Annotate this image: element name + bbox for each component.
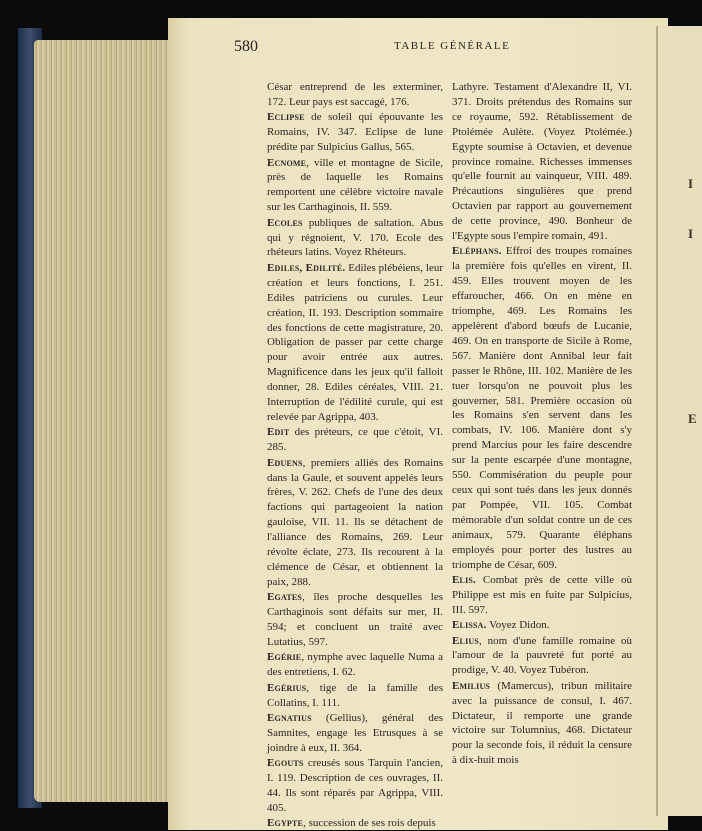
index-entry — [267, 650, 443, 680]
index-entry-text: publiques de saltation. Abus qui y régnoient, V. 170. Ecole des rhéteurs latins. Voyez Rhéteurs. — [267, 216, 443, 259]
index-entry-text: , îles proche desquelles les Carthaginois sont défaits sur mer, II. 594; et concluent un traité avec Lutatius, 597. — [267, 591, 443, 649]
index-entry-text: Effroi des troupes romaines la première fois qu'elles en virent, II. 459. Elles trouvent moyen de les effaroucher, 466. On en mène en triomphe, 469. Les Romains les appelèrent d'abord bœufs de Lucanie, 469. On en transporte de Sicile à Rome, 567. Manière dont Annibal leur fait passer le Rhône, III. 102. Manière de les tuer lorsqu'on ne pouvoit plus les gouverner, 581. Première occasion où les Romains s'en servent dans les combats, IV. 106. Manière dont s'y prend Marcius pour les faire descendre sur la pente escarpée d'une montagne, 550. Commisération du peuple pour ceux qui sont tués dans les jeux donnés par Pompée, VII. 105. Combat mémorable d'un soldat contre un de ces animaux, 579. Quarante éléphans employés pour porter des lustres au triomphe de César, 609. — [452, 245, 632, 571]
index-entry — [267, 590, 443, 650]
index-entry — [267, 816, 443, 831]
index-headword: Eléphans. — [452, 245, 502, 258]
margin-mark: I — [688, 176, 694, 191]
margin-mark: I — [688, 226, 694, 241]
index-entry-text: , tige de la famille des Collatins, I. 111. — [267, 681, 443, 709]
index-entry — [267, 681, 443, 711]
index-entry-text: des préteurs, ce que c'étoit, VI. 285. — [267, 426, 443, 454]
running-head-title: TABLE GÉNÉRALE — [394, 40, 511, 52]
index-entry-text: (Gellius), général des Samnites, engage les Etrusques à se joindre à eux, II. 364. — [267, 712, 443, 754]
index-column-left — [267, 80, 443, 831]
index-entry-text: creusés sous Tarquin l'ancien, I. 119. Description de ces ouvrages, II. 44. Ils sont réparés par Agrippa, VIII. 405. — [267, 757, 443, 814]
index-entry — [452, 80, 632, 244]
index-entry — [267, 110, 443, 155]
index-entry-text: , nom d'une famille romaine où l'amour de la pauvreté fut porté au prodige, V. 40. Voyez Tubéron. — [452, 634, 632, 677]
index-headword: Egérius — [267, 681, 307, 694]
index-entry — [267, 756, 443, 816]
index-entry — [267, 261, 443, 425]
index-entry — [452, 573, 632, 618]
index-headword: Egypte — [267, 817, 304, 830]
page-fore-edge — [34, 40, 184, 802]
margin-mark: E — [688, 411, 697, 426]
index-entry-text: (Mamercus), tribun militaire avec la puissance de consul, I. 467. Dictateur, il remporte une grande victoire sur Tolumnius, 468. Dictateur pour la seconde fois, il réduit la censure à dix-huit mois — [452, 679, 632, 767]
index-entry-text: , succession de ses rois depuis — [303, 817, 436, 830]
index-entry-text: Ediles plébéiens, leur création et leurs fonctions, I. 251. Ediles patriciens ou curules. Leur création, II. 193. Description sommaire des fonctions de cette magistrature, 20. Obligation de passer par cette charge pour avoir entrée aux autres. Magnificence dans les jeux qu'il falloit donner, 28. Ediles céréales, VIII. 21. Interruption de l'édilité curule, qui est relevée par Agrippa, 403. — [267, 261, 443, 423]
index-headword: Eclipse — [267, 111, 305, 124]
index-entry-text: de soleil qui épouvante les Romains, IV. 347. Eclipse de lune prédite par Sulpicius Gallus, 565. — [267, 111, 443, 154]
index-entry-text: , premiers alliés des Romains dans la Gaule, et souvent appelés leurs frères, V. 262. Chefs de l'une des deux factions qui partageoient la nation gauloise, VII. 11. Ils se détachent de l'alliance des Romains, 269. Leur révolte éclate, 273. Ils recourent à la clémence de César, et obtiennent la paix, 288. — [267, 456, 443, 588]
index-headword: Ediles, Edilité. — [267, 261, 346, 274]
index-entry-text: Combat près de cette ville où Philippe est mis en fuite par Sulpicius, III. 597. — [452, 573, 632, 616]
page-number: 580 — [234, 38, 258, 55]
index-headword: Eduens — [267, 456, 303, 469]
index-headword: Egouts — [267, 757, 304, 770]
index-headword: Egates — [267, 591, 303, 604]
index-column-right — [452, 80, 632, 768]
index-entry — [452, 679, 632, 768]
index-entry — [267, 156, 443, 216]
index-headword: Egérie — [267, 651, 302, 664]
facing-page-edge — [656, 26, 702, 816]
index-entry — [267, 456, 443, 590]
index-headword: Ecnome — [267, 156, 307, 169]
running-head — [234, 38, 654, 58]
index-entry — [267, 425, 443, 455]
index-headword: Egnatius — [267, 712, 312, 725]
index-entry — [452, 244, 632, 572]
index-entry — [452, 634, 632, 679]
index-entry — [267, 216, 443, 261]
index-entry-text: Voyez Didon. — [486, 619, 550, 632]
index-entry — [267, 711, 443, 756]
index-headword: Ecoles — [267, 216, 303, 229]
index-entry-text: , nymphe avec laquelle Numa a des entretiens, I. 62. — [267, 651, 443, 679]
index-entry-text: César entreprend de les exterminer, 172. Leur pays est saccagé, 176. — [267, 81, 443, 108]
index-entry-text: , ville et montagne de Sicile, près de laquelle les Romains remportent une célèbre victoire navale sur les Carthaginois, II. 559. — [267, 156, 443, 214]
index-headword: Edit — [267, 426, 290, 439]
index-entry — [452, 618, 632, 633]
index-entry — [267, 80, 443, 110]
index-headword: Elius — [452, 634, 480, 647]
index-headword: Emilius — [452, 679, 491, 692]
index-headword: Elis. — [452, 573, 476, 586]
index-headword: Elissa. — [452, 619, 487, 632]
index-entry-text: Lathyre. Testament d'Alexandre II, VI. 371. Droits prétendus des Romains sur ce royaume, 592. Rétablissement de Ptolémée Aulète. (Voyez Ptolémée.) Egypte soumise à Octavien, et devenue province romaine. Richesses immenses qu'elle fournit au vainqueur, VIII. 489. Précautions singulières que prend Octavien par rapport au gouvernement de cette province, 490. Bonheur de l'Egypte sous l'empire romain, 491. — [452, 81, 632, 243]
